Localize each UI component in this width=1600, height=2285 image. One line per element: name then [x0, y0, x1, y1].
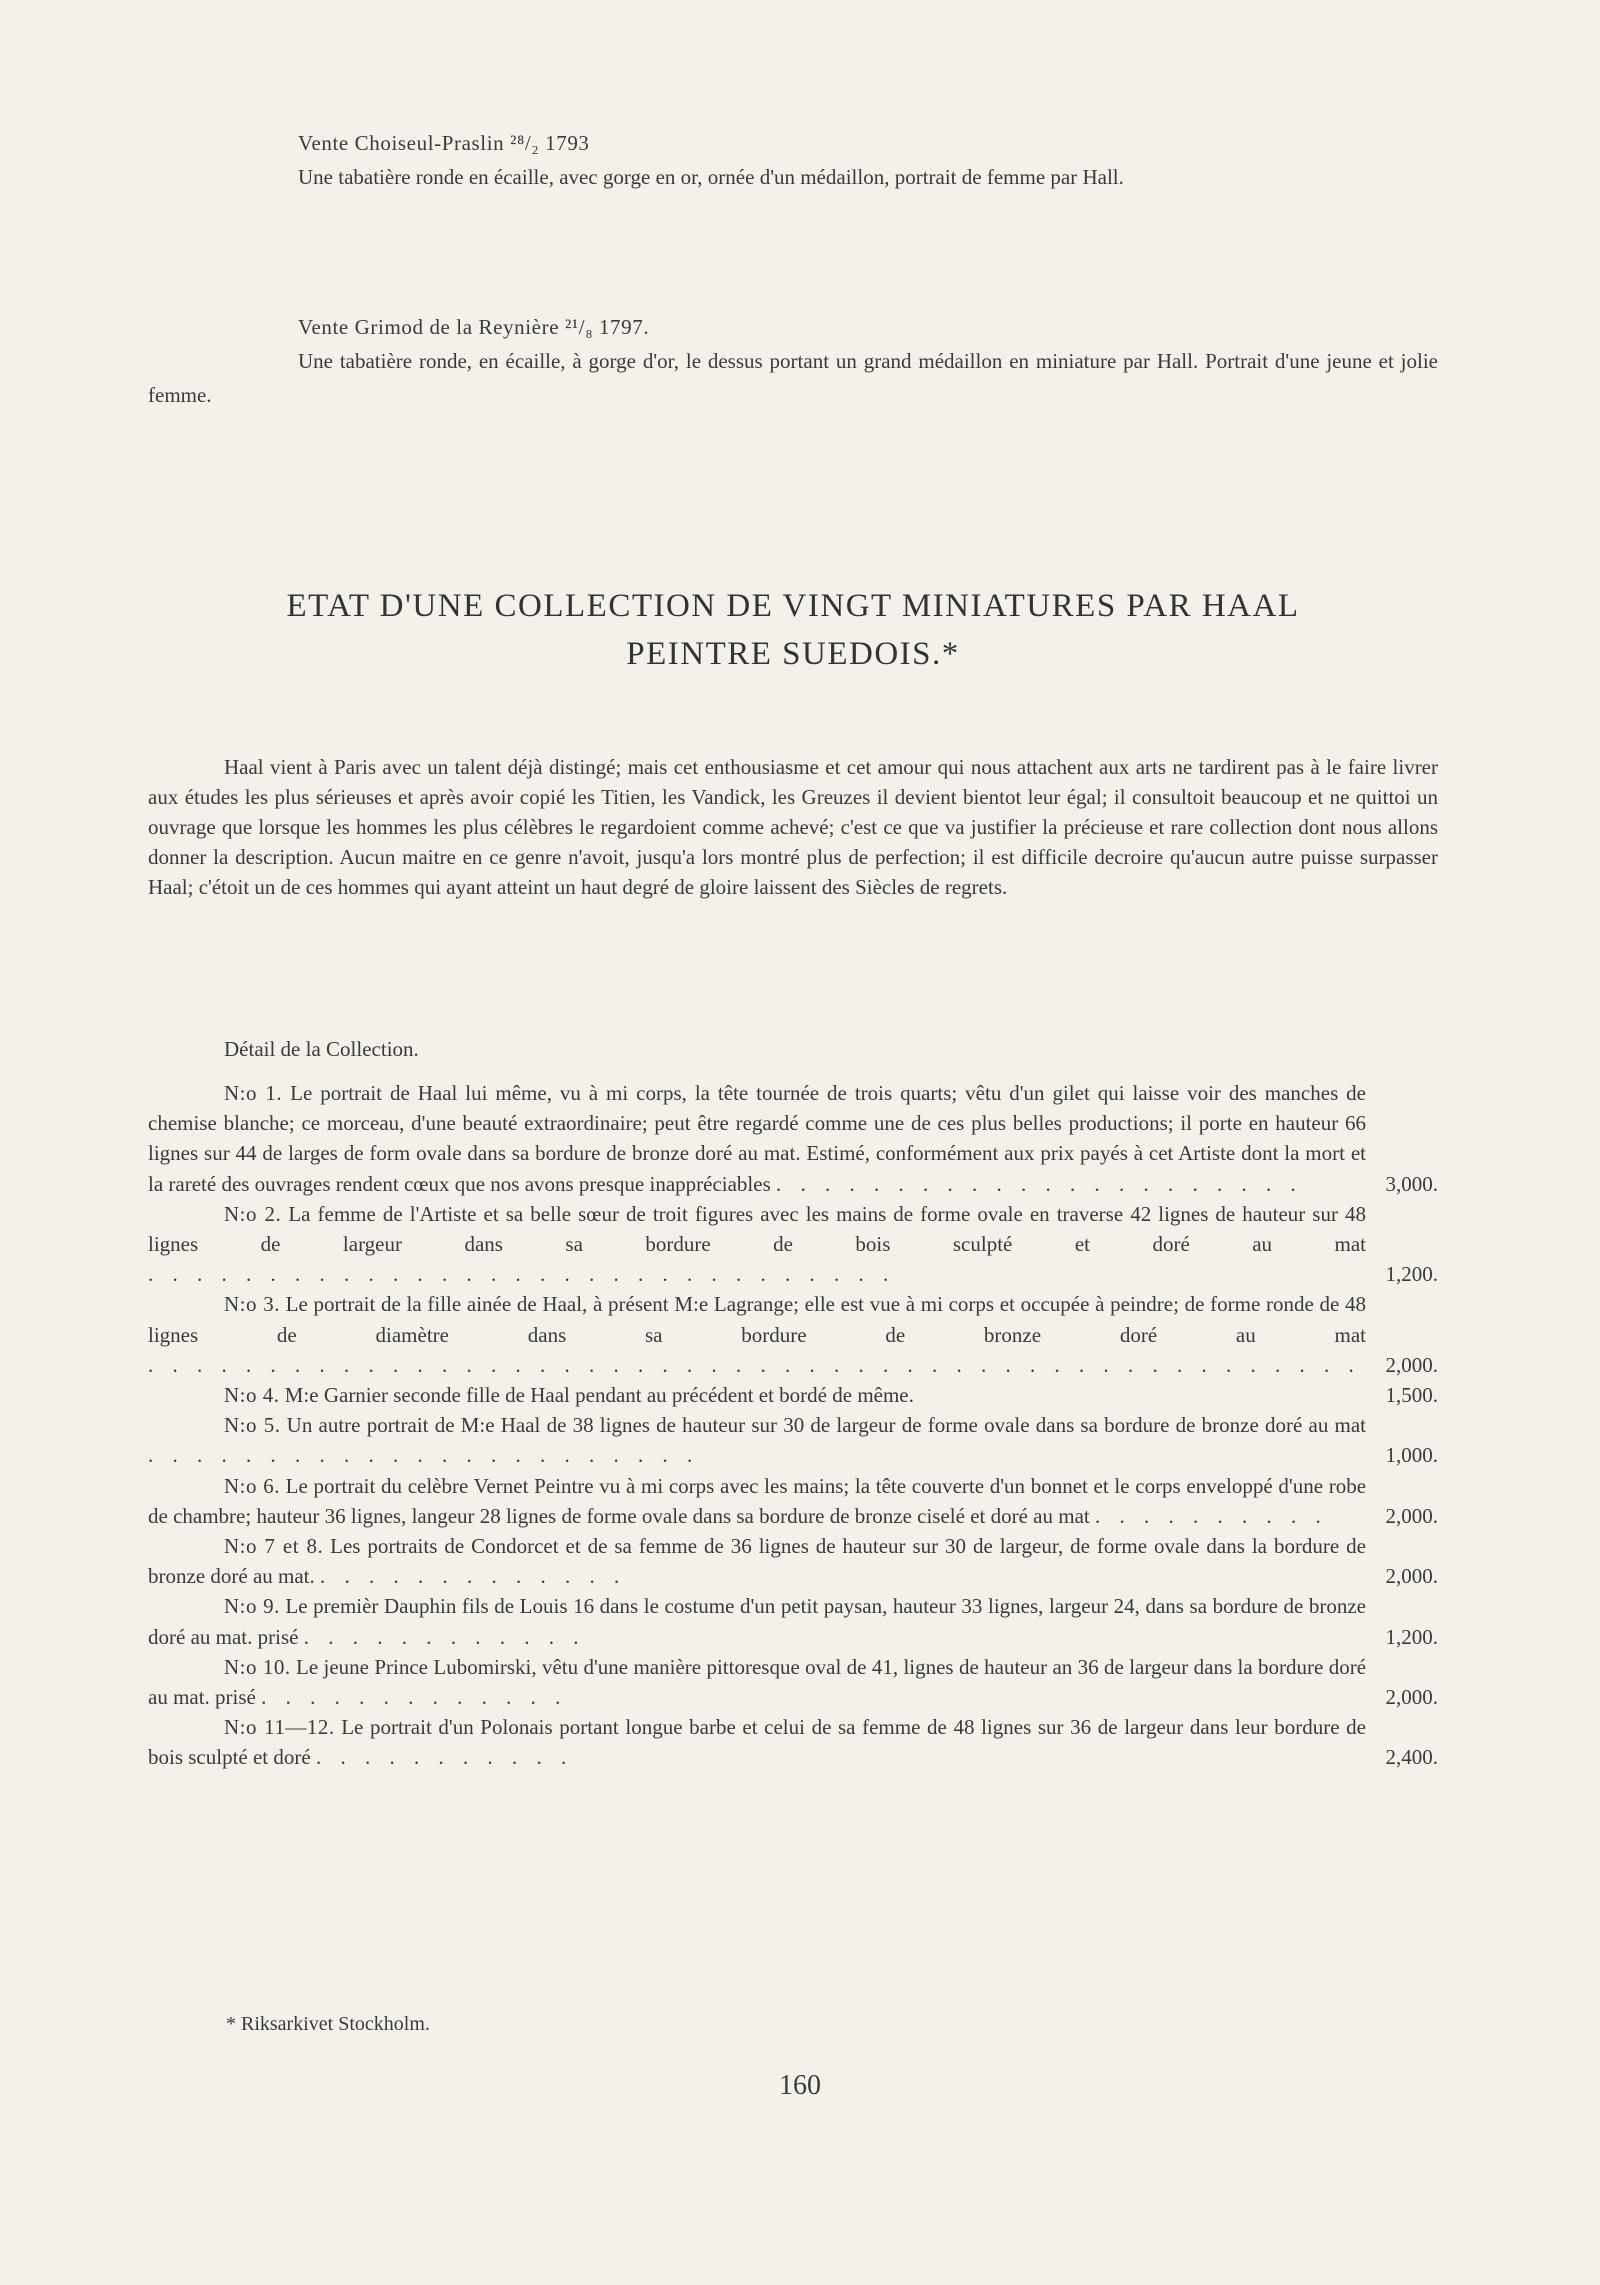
item-description: Le portrait de la fille ainée de Haal, à présent M:e Lagrange; elle est vue à mi corps et occupée à peindre; de forme ronde de 48 lignes de diamètre dans sa bordure de bronze doré au mat: [148, 1292, 1367, 1347]
item-number: N:o 10.: [224, 1654, 291, 1679]
intro-paragraph: Haal vient à Paris avec un talent déjà distingé; mais cet enthousiasme et cet amour qui nous attachent aux arts ne tardirent pas à le faire livrer aux études les plus sérieuses et après avoir copié les Titien, les Vandick, les Greuzes il devient bientot leur égal; il consultoit beaucoup et ne quittoi un ouvrage que lorsque les hommes les plus célèbres le regardoient comme achevé; c'est ce que va justifier la précieuse et rare collection dont nous allons donner la description. Aucun maitre en ce genre n'avoit, jusqu'a lors montré plus de perfection; il est difficile decroire qu'aucun autre puisse surpasser Haal; c'étoit un de ces hommes qui ayant atteint un haut degré de gloire laissent des Siècles de regrets.: [148, 755, 1438, 899]
item-description: Le portrait d'un Polonais portant longue barbe et celui de sa femme de 48 lignes sur 36 de largeur dans leur bordure de bois sculpté et doré: [148, 1715, 1367, 1770]
item-price: 1,200.: [1385, 1262, 1438, 1287]
item-description: M:e Garnier seconde fille de Haal pendant au précédent et bordé de même.: [284, 1383, 914, 1408]
item-description: Le jeune Prince Lubomirski, vêtu d'une manière pittoresque oval de 41, lignes de hauteur an 36 de largeur dans la bordure doré au mat. prisé: [148, 1654, 1367, 1710]
leader-dots: . . . . . . . . . . . . .: [320, 1564, 627, 1589]
item-number: N:o 3.: [224, 1292, 280, 1317]
item-number: N:o 4.: [224, 1383, 280, 1408]
item-description: Les portraits de Condorcet et de sa femme de 36 lignes de hauteur sur 30 de largeur, de forme ovale dans la bordure de bronze doré au mat.: [148, 1534, 1367, 1589]
list-item: [148, 1289, 1438, 1380]
leader-dots: . . . . . . . . . . . . . . . . . . . . . .: [776, 1171, 1303, 1196]
leader-dots: . . . . . . . . . . . . . . . . . . . . . . .: [148, 1443, 700, 1468]
leader-dots: . . . . . . . . . . . . . . . . . . . . . . . . . . . . . . . . . . . . . . . . . . . . . . . . . .: [148, 1352, 1361, 1377]
list-item: [148, 1410, 1438, 1470]
item-price: 1,000.: [1385, 1443, 1438, 1468]
item-price: 1,200.: [1385, 1624, 1438, 1649]
item-price: 1,500.: [1385, 1383, 1438, 1408]
title-line-1: ETAT D'UNE COLLECTION DE VINGT MINIATURES PAR HAAL: [286, 588, 1300, 624]
item-price: 2,000.: [1385, 1685, 1438, 1710]
item-number: N:o 2.: [224, 1201, 282, 1226]
item-number: N:o 9.: [224, 1594, 280, 1619]
item-description: La femme de l'Artiste et sa belle sœur de troit figures avec les mains de forme ovale en traverse 42 lignes de hauteur sur 48 lignes de largeur dans sa bordure de bois sculpté et doré au mat: [148, 1201, 1367, 1257]
item-price: 2,000.: [1385, 1352, 1438, 1377]
item-price: 2,000.: [1385, 1503, 1438, 1528]
item-number: N:o 7 et 8.: [224, 1534, 324, 1559]
collection-list: [148, 1078, 1438, 1773]
item-price: 3,000.: [1385, 1171, 1438, 1196]
item-number: N:o 5.: [224, 1413, 281, 1438]
item-description: Le portrait de Haal lui même, vu à mi corps, la tête tournée de trois quarts; vêtu d'un gilet qui laisse voir des manches de chemise blanche; ce morceau, d'une beauté extraordinaire; peut être regardé comme une de ces plus belles productions; il porte en hauteur 66 lignes sur 44 de larges de form ovale dans sa bordure de bronze doré au mat. Estimé, conformément aux prix payés à cet Artiste dont la mort et la rareté des ouvrages rendent cœux que nos avons presque inappréciables: [148, 1081, 1366, 1196]
section-title: [148, 582, 1438, 678]
item-description: Le portrait du celèbre Vernet Peintre vu à mi corps avec les mains; la tête couverte d'un bonnet et le corps enveloppé d'une robe de chambre; hauteur 36 lignes, langeur 28 lignes de forme ovale dans sa bordure de bronze ciselé et doré au mat: [148, 1473, 1367, 1528]
footnote: * Riksarkivet Stockholm.: [226, 2013, 430, 2035]
list-item: [148, 1471, 1438, 1531]
title-line-2: PEINTRE SUEDOIS.*: [626, 636, 960, 672]
sale-description: Une tabatière ronde, en écaille, à gorge d'or, le dessus portant un grand médaillon en miniature par Hall. Portrait d'une jeune et jolie femme.: [148, 349, 1438, 407]
item-number: N:o 6.: [224, 1473, 280, 1498]
detail-label: Détail de la Collection.: [224, 1037, 419, 1061]
leader-dots: . . . . . . . . . . . . . . . . . . . . . . . . . . . . . . .: [148, 1262, 896, 1287]
list-item: [148, 1652, 1438, 1712]
item-price: 2,400.: [1385, 1745, 1438, 1770]
item-description: Un autre portrait de M:e Haal de 38 lignes de hauteur sur 30 de largeur de forme ovale dans sa bordure de bronze doré au mat: [286, 1413, 1367, 1438]
sale-heading: Vente Grimod de la Reynière ²¹/₈ 1797.: [298, 315, 650, 339]
leader-dots: . . . . . . . . . . . . .: [261, 1685, 568, 1710]
page-number: 160: [779, 2070, 821, 2101]
list-item: [148, 1380, 1438, 1410]
sale-description: Une tabatière ronde en écaille, avec gorge en or, ornée d'un médaillon, portrait de femme par Hall.: [298, 165, 1124, 189]
leader-dots: . . . . . . . . . .: [1094, 1503, 1328, 1528]
list-item: [148, 1078, 1438, 1199]
item-description: Le premièr Dauphin fils de Louis 16 dans le costume d'un petit paysan, hauteur 33 lignes, largeur 24, dans sa bordure de bronze doré au mat. prisé: [148, 1594, 1367, 1649]
item-number: N:o 11—12.: [224, 1715, 335, 1740]
sale-entry-choiseul: [148, 126, 1438, 194]
leader-dots: . . . . . . . . . . .: [315, 1745, 574, 1770]
list-item: [148, 1712, 1438, 1772]
leader-dots: . . . . . . . . . . . .: [303, 1624, 586, 1649]
list-item: [148, 1199, 1438, 1290]
item-price: 2,000.: [1385, 1564, 1438, 1589]
sale-heading: Vente Choiseul-Praslin ²⁸/₂ 1793: [298, 131, 590, 155]
item-number: N:o 1.: [224, 1081, 283, 1105]
sale-entry-grimod: [148, 310, 1438, 412]
list-item: [148, 1531, 1438, 1591]
list-item: [148, 1591, 1438, 1651]
